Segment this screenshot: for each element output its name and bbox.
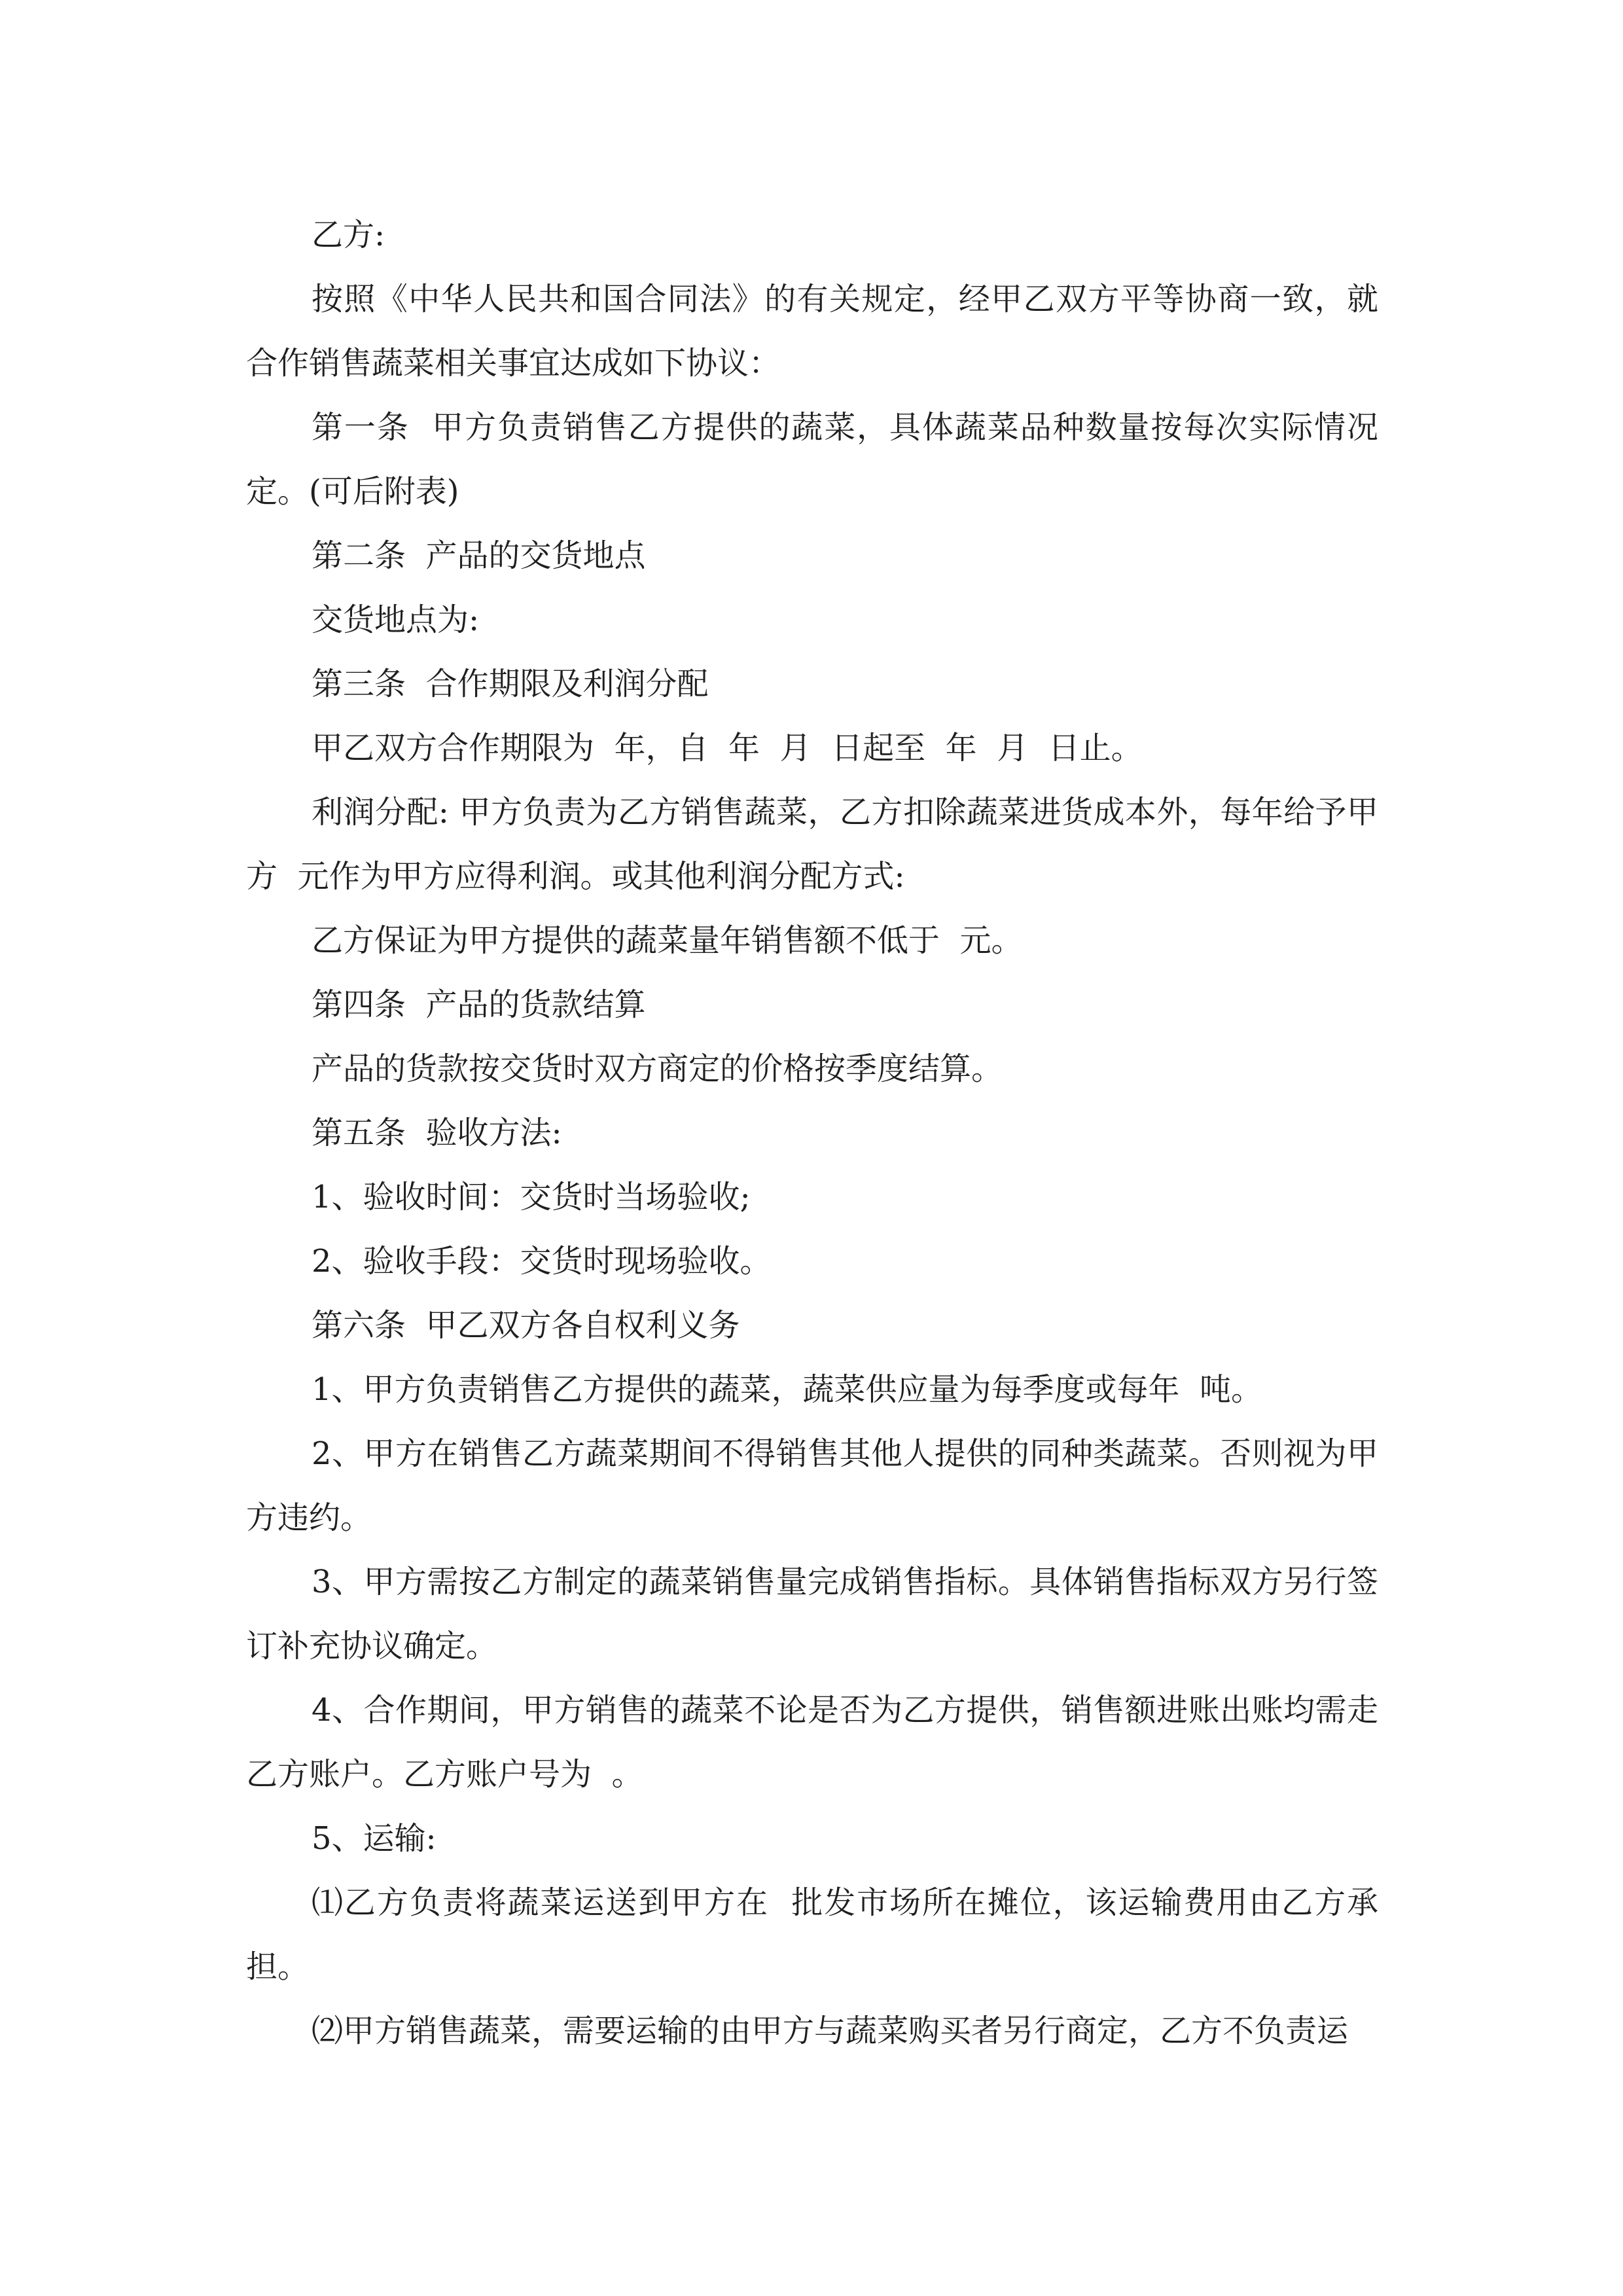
delivery-location-line: 交货地点为: xyxy=(312,601,480,638)
inspection-method-item: 2、验收手段：交货时现场验收。 xyxy=(312,1243,772,1280)
profit-distribution-paragraph: 利润分配: 甲方负责为乙方销售蔬菜，乙方扣除蔬菜进货成本外，每年给予甲方 元作为甲方应得利润。或其他利润分配方式: xyxy=(246,794,1378,895)
article-2-heading: 第二条 产品的交货地点 xyxy=(312,537,646,574)
cooperation-period-line: 甲乙双方合作期限为 年，自 年 月 日起至 年 月 日止。 xyxy=(312,730,1143,766)
obligation-item-3: 3、甲方需按乙方制定的蔬菜销售量完成销售指标。具体销售指标双方另行签订补充协议确定。 xyxy=(246,1564,1378,1664)
party-b-line: 乙方: xyxy=(312,217,385,253)
transport-subitem-1: ⑴乙方负责将蔬菜运送到甲方在 批发市场所在摊位，该运输费用由乙方承担。 xyxy=(246,1884,1378,1985)
transport-subitem-2: ⑵甲方销售蔬菜，需要运输的由甲方与蔬菜购买者另行商定，乙方不负责运 xyxy=(312,2013,1349,2049)
obligation-item-5-transport: 5、运输: xyxy=(312,1820,437,1857)
article-4-heading: 第四条 产品的货款结算 xyxy=(312,986,646,1023)
article-3-heading: 第三条 合作期限及利润分配 xyxy=(312,666,709,702)
article-6-heading: 第六条 甲乙双方各自权利义务 xyxy=(312,1307,740,1344)
contract-body xyxy=(246,203,1378,2063)
article-1: 第一条 甲方负责销售乙方提供的蔬菜，具体蔬菜品种数量按每次实际情况定。(可后附表) xyxy=(246,409,1378,510)
obligation-item-1: 1、甲方负责销售乙方提供的蔬菜，蔬菜供应量为每季度或每年 吨。 xyxy=(312,1371,1263,1408)
sales-guarantee-line: 乙方保证为甲方提供的蔬菜量年销售额不低于 元。 xyxy=(312,922,1023,959)
article-5-heading: 第五条 验收方法: xyxy=(312,1115,562,1151)
preamble-paragraph: 按照《中华人民共和国合同法》的有关规定，经甲乙双方平等协商一致，就合作销售蔬菜相关事宜达成如下协议： xyxy=(246,281,1378,382)
obligation-item-4: 4、合作期间，甲方销售的蔬菜不论是否为乙方提供，销售额进账出账均需走乙方账户。乙方账户号为 。 xyxy=(246,1692,1378,1793)
inspection-time-item: 1、验收时间：交货时当场验收; xyxy=(312,1179,751,1215)
obligation-item-2: 2、甲方在销售乙方蔬菜期间不得销售其他人提供的同种类蔬菜。否则视为甲方违约。 xyxy=(246,1435,1378,1536)
payment-settlement-line: 产品的货款按交货时双方商定的价格按季度结算。 xyxy=(312,1050,1003,1087)
